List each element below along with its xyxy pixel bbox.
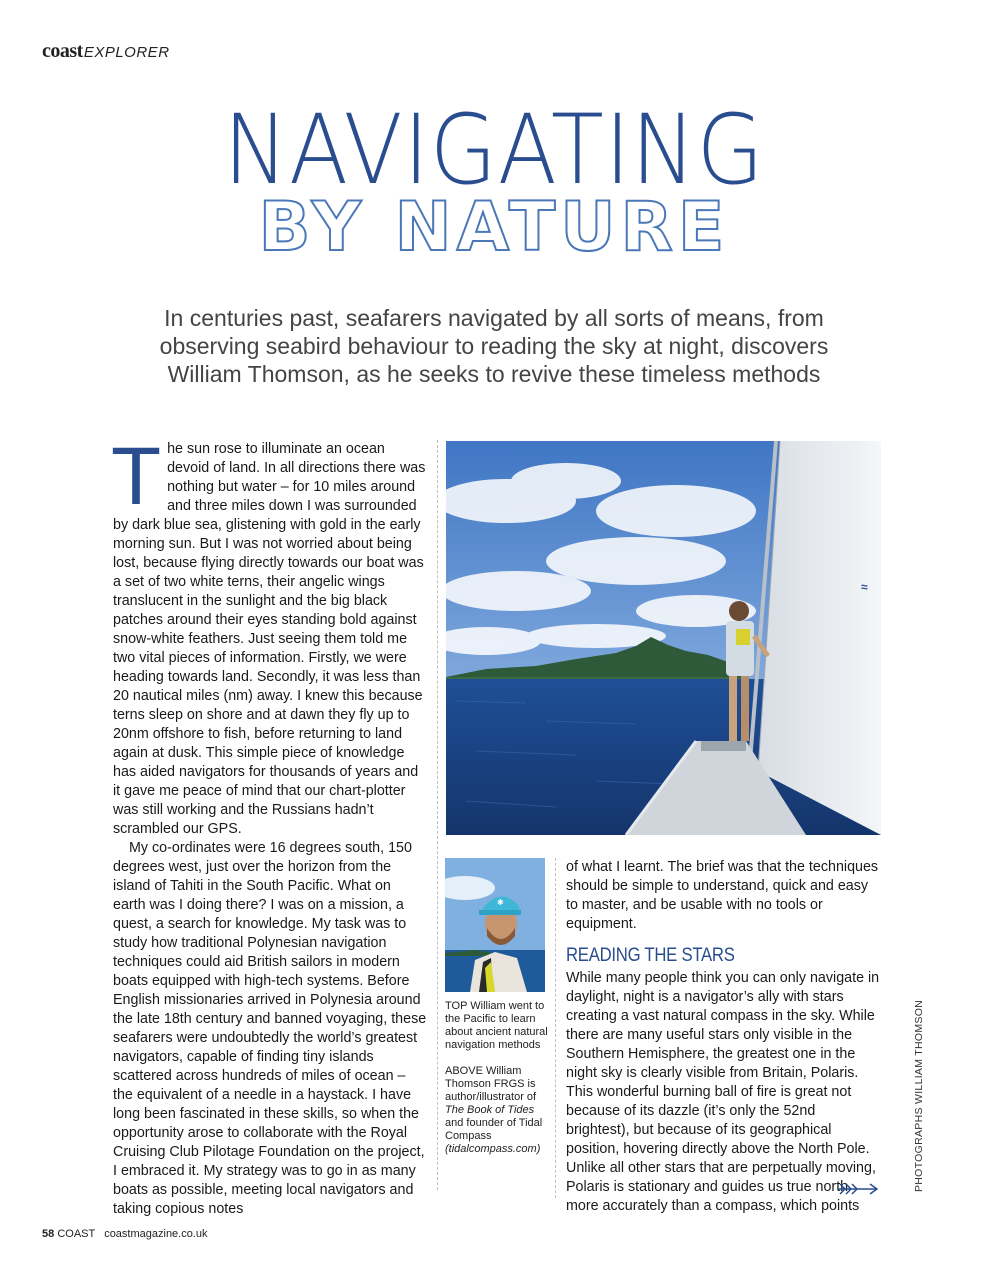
page-number: 58: [42, 1228, 55, 1240]
caption-above-prefix: ABOVE William Thomson FRGS is author/illustrator of: [445, 1065, 537, 1103]
headline-line-1: NAVIGATING: [223, 94, 765, 206]
caption-top: TOP William went to the Pacific to learn about ancient natural navigation methods: [445, 1000, 548, 1051]
footer-magazine: COAST: [57, 1228, 96, 1240]
article-column-2: [566, 858, 880, 1216]
drop-cap: T: [111, 431, 162, 522]
subheading-reading-stars: READING THE STARS: [566, 945, 735, 966]
photo-sailing-pacific: [446, 441, 881, 835]
caption-url: (tidalcompass.com): [445, 1143, 541, 1155]
magazine-brand: coast: [42, 40, 83, 62]
page-footer: [42, 1228, 208, 1240]
paragraph-4: While many people think you can only navigate in daylight, night is a navigator’s ally with stars creating a vast natural compass in the sky. While there are many useful stars only visible in the Southern Hemisphere, the greatest one in the night sky is clearly visible from Britain, Polaris. This wonderful burning ball of fire is great not because of its dazzle (it’s only the 52nd brightest), but because of its geographical position, hovering directly above the North Pole. Unlike all other stars that are perpetually moving, Polaris is stationary and guides us true north more accurately than a compass, which points: [566, 970, 880, 1214]
paragraph-1: [111, 431, 427, 839]
caption-book-title: The Book of Tides: [445, 1104, 535, 1116]
sailing-photo-illustration: [446, 441, 881, 835]
continue-arrow-icon: [836, 1181, 880, 1202]
masthead: [42, 40, 170, 63]
article-column-1: [111, 431, 427, 1219]
svg-text:✱: ✱: [497, 898, 504, 907]
standfirst: In centuries past, seafarers navigated by all sorts of means, from observing seabird behaviour to reading the sky at night, discovers William Thomson, as he seeks to revive these timeless methods: [159, 305, 829, 387]
paragraph-1-text: he sun rose to illuminate an ocean devoid of land. In all directions there was nothing but water – for 10 miles around and three miles down I was surrounded by dark blue sea, glistening with gold in the early morning sun. But I was not worried about being lost, because flying directly towards our boat was a set of two white terns, their angelic wings translucent in the sunlight and the big black patches around their eyes standing bold against snow-white feathers. Just seeing them told me two vital pieces of information. Firstly, we were heading towards land. Secondly, it was less than 20 nautical miles (nm) away. I knew this because terns sleep on shore and at dawn they fly up to 20nm offshore to fish, before returning to land again at dusk. This simple piece of knowledge has aided navigators for thousands of years and it gave me peace of mind that our chart-plotter was still working and the Russians hadn’t scrambled our GPS.: [113, 441, 426, 837]
column-divider: [437, 440, 438, 1190]
caption-above-mid: and founder of Tidal Compass: [445, 1117, 543, 1142]
svg-text:≈: ≈: [861, 580, 868, 594]
paragraph-3: of what I learnt. The brief was that the techniques should be simple to understand, quick and easy to master, and be usable with no tools or equipment.: [566, 859, 879, 932]
photo-author-portrait: [445, 858, 545, 992]
photo-credit: PHOTOGRAPHS WILLIAM THOMSON: [913, 999, 925, 1192]
headline-line-2: BY NATURE: [258, 188, 730, 267]
caption-above: [445, 1065, 549, 1156]
portrait-illustration: [445, 858, 545, 992]
section-label: EXPLORER: [83, 44, 170, 61]
footer-url: coastmagazine.co.uk: [104, 1228, 208, 1240]
photo-captions: [445, 1000, 549, 1169]
caption-divider: [555, 858, 556, 1198]
paragraph-2: My co-ordinates were 16 degrees south, 150 degrees west, just over the horizon from the island of Tahiti in the South Pacific. What on earth was I doing there? I was on a mission, a quest, a search for knowledge. My task was to study how traditional Polynesian navigation techniques could aid British sailors in modern boats equipped with high-tech systems. Before English missionaries arrived in Polynesia around the late 18th century and banned voyaging, these seafarers were undoubtedly the world’s greatest navigators, capable of finding tiny islands scattered across hundreds of miles of ocean – the equivalent of a needle in a haystack. I have long been fascinated in these skills, so when the opportunity arose to collaborate with the Royal Cruising Club Pilotage Foundation on the project, I embraced it. My strategy was to go in as many boats as possible, meeting local navigators and taking copious notes: [113, 840, 427, 1217]
